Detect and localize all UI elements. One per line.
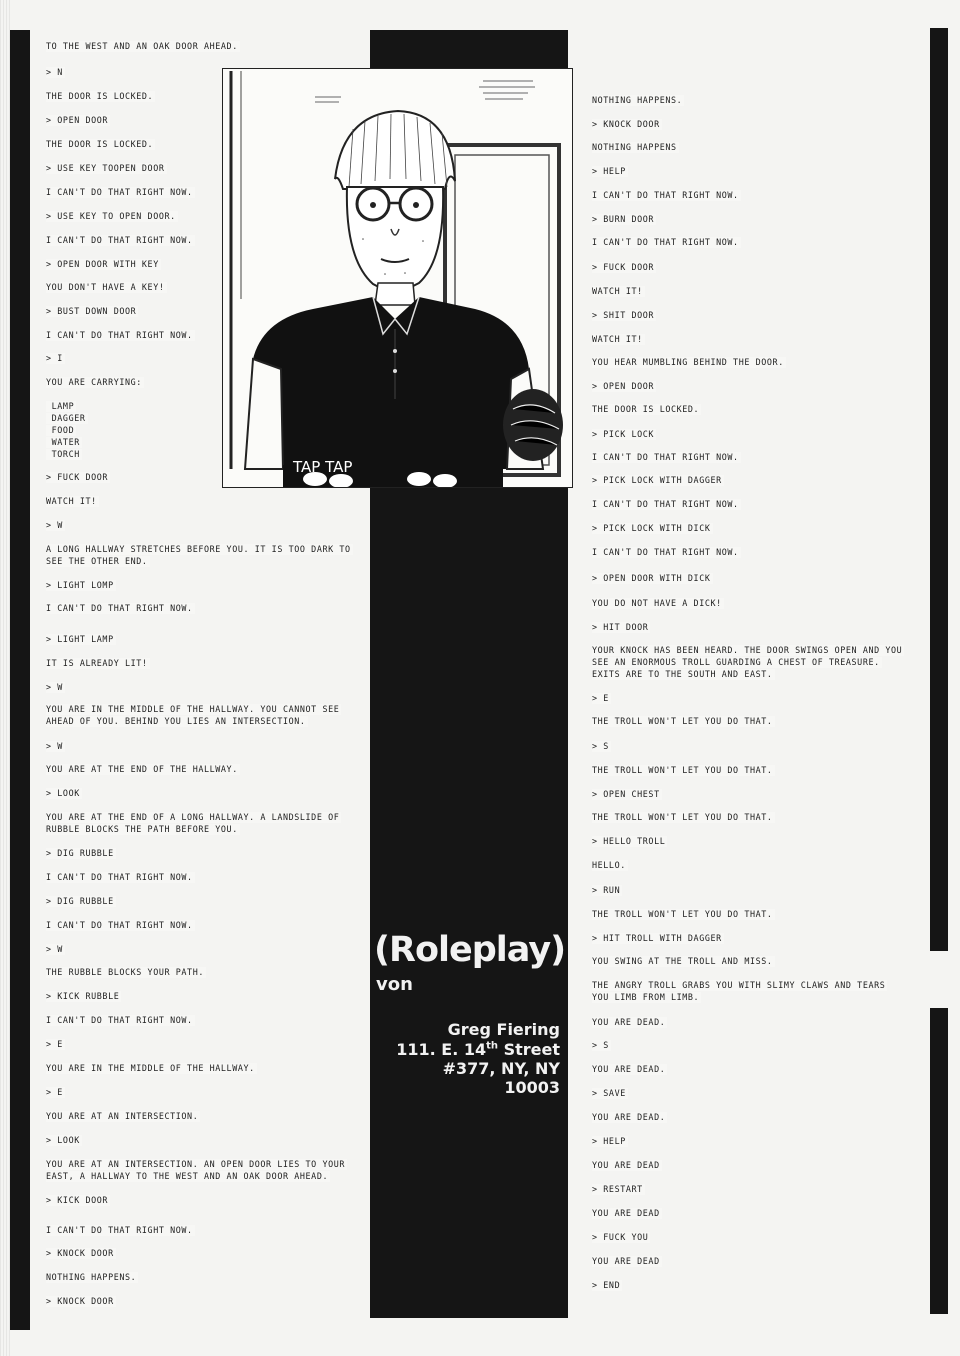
right-transcript-column	[592, 0, 952, 1356]
transcript-line: > KNOCK DOOR	[46, 1296, 114, 1306]
transcript-line: TO THE WEST AND AN OAK DOOR AHEAD.	[46, 41, 238, 51]
boy-at-keyboard-drawing	[223, 69, 573, 488]
transcript-line: YOU HEAR MUMBLING BEHIND THE DOOR.	[592, 357, 784, 367]
transcript-line: > HIT DOOR	[592, 622, 649, 632]
transcript-line: YOUR KNOCK HAS BEEN HEARD. THE DOOR SWINGS OPEN AND YOU	[592, 645, 903, 655]
transcript-line: > KNOCK DOOR	[592, 119, 660, 129]
transcript-line: DAGGER	[46, 413, 86, 423]
transcript-line: > OPEN DOOR	[46, 115, 109, 125]
transcript-line: THE ANGRY TROLL GRABS YOU WITH SLIMY CLAWS AND TEARS	[592, 980, 886, 990]
transcript-line: EXITS ARE TO THE SOUTH AND EAST.	[592, 669, 773, 679]
transcript-line: > LIGHT LAMP	[46, 634, 114, 644]
transcript-line: YOU ARE DEAD.	[592, 1064, 666, 1074]
transcript-line: YOU ARE AT AN INTERSECTION.	[46, 1111, 199, 1121]
transcript-line: > PICK LOCK WITH DAGGER	[592, 475, 722, 485]
transcript-line: > W	[46, 520, 63, 530]
transcript-line: YOU ARE IN THE MIDDLE OF THE HALLWAY.	[46, 1063, 255, 1073]
transcript-line: > W	[46, 944, 63, 954]
transcript-line: I CAN'T DO THAT RIGHT NOW.	[46, 235, 193, 245]
transcript-line: YOU ARE AT THE END OF A LONG HALLWAY. A LANDSLIDE OF	[46, 812, 340, 822]
transcript-line: A LONG HALLWAY STRETCHES BEFORE YOU. IT IS TOO DARK TO	[46, 544, 351, 554]
transcript-line: RUBBLE BLOCKS THE PATH BEFORE YOU.	[46, 824, 238, 834]
transcript-line: NOTHING HAPPENS.	[46, 1272, 137, 1282]
transcript-line: > BUST DOWN DOOR	[46, 306, 137, 316]
transcript-line: WATER	[46, 437, 80, 447]
von-label: von	[376, 974, 413, 995]
transcript-line: > FUCK YOU	[592, 1232, 649, 1242]
transcript-line: > E	[592, 693, 609, 703]
transcript-line: > S	[592, 741, 609, 751]
transcript-line: YOU ARE DEAD	[592, 1160, 660, 1170]
transcript-line: I CAN'T DO THAT RIGHT NOW.	[592, 452, 739, 462]
transcript-line: > KNOCK DOOR	[46, 1248, 114, 1258]
transcript-line: I CAN'T DO THAT RIGHT NOW.	[46, 920, 193, 930]
player-illustration	[222, 68, 573, 488]
tap-tap-caption: TAP TAP	[293, 458, 353, 476]
transcript-line: HELLO.	[592, 860, 626, 870]
street-number: 111. E. 14	[396, 1040, 487, 1059]
transcript-line: I CAN'T DO THAT RIGHT NOW.	[46, 603, 193, 613]
street-suffix: th	[486, 1040, 499, 1052]
author-city: #377, NY, NY	[442, 1059, 560, 1078]
transcript-line: I CAN'T DO THAT RIGHT NOW.	[46, 1015, 193, 1025]
transcript-line: > RUN	[592, 885, 621, 895]
transcript-line: THE TROLL WON'T LET YOU DO THAT.	[592, 812, 773, 822]
transcript-line: YOU DON'T HAVE A KEY!	[46, 282, 165, 292]
transcript-line: > KICK RUBBLE	[46, 991, 120, 1001]
transcript-line: IT IS ALREADY LIT!	[46, 658, 148, 668]
transcript-line: > DIG RUBBLE	[46, 896, 114, 906]
transcript-line: I CAN'T DO THAT RIGHT NOW.	[592, 190, 739, 200]
transcript-line: > OPEN CHEST	[592, 789, 660, 799]
story-title: (Roleplay)	[374, 930, 566, 970]
transcript-line: > HIT TROLL WITH DAGGER	[592, 933, 722, 943]
transcript-line: AHEAD OF YOU. BEHIND YOU LIES AN INTERSECTION.	[46, 716, 306, 726]
transcript-line: THE TROLL WON'T LET YOU DO THAT.	[592, 909, 773, 919]
transcript-line: NOTHING HAPPENS.	[592, 95, 683, 105]
transcript-line: YOU DO NOT HAVE A DICK!	[592, 598, 722, 608]
transcript-line: YOU ARE IN THE MIDDLE OF THE HALLWAY. YOU CANNOT SEE	[46, 704, 340, 714]
left-black-bar	[10, 30, 30, 1330]
transcript-line: > END	[592, 1280, 621, 1290]
transcript-line: EAST, A HALLWAY TO THE WEST AND AN OAK DOOR AHEAD.	[46, 1171, 329, 1181]
transcript-line: > S	[592, 1040, 609, 1050]
transcript-line: YOU ARE DEAD	[592, 1256, 660, 1266]
transcript-line: I CAN'T DO THAT RIGHT NOW.	[592, 237, 739, 247]
transcript-line: THE TROLL WON'T LET YOU DO THAT.	[592, 716, 773, 726]
transcript-line: > SAVE	[592, 1088, 626, 1098]
transcript-line: I CAN'T DO THAT RIGHT NOW.	[592, 547, 739, 557]
transcript-line: I CAN'T DO THAT RIGHT NOW.	[46, 187, 193, 197]
transcript-line: LAMP	[46, 401, 75, 411]
transcript-line: > LOOK	[46, 1135, 80, 1145]
street-name: Street	[498, 1040, 560, 1059]
transcript-line: THE DOOR IS LOCKED.	[592, 404, 700, 414]
transcript-line: > OPEN DOOR WITH KEY	[46, 259, 159, 269]
transcript-line: YOU SWING AT THE TROLL AND MISS.	[592, 956, 773, 966]
transcript-line: YOU LIMB FROM LIMB.	[592, 992, 700, 1002]
transcript-line: THE TROLL WON'T LET YOU DO THAT.	[592, 765, 773, 775]
transcript-line: > FUCK DOOR	[46, 472, 109, 482]
transcript-line: THE DOOR IS LOCKED.	[46, 139, 154, 149]
transcript-line: WATCH IT!	[592, 286, 643, 296]
transcript-line: YOU ARE AT THE END OF THE HALLWAY.	[46, 764, 238, 774]
transcript-line: SEE THE OTHER END.	[46, 556, 148, 566]
transcript-line: NOTHING HAPPENS	[592, 142, 677, 152]
transcript-line: > PICK LOCK	[592, 429, 655, 439]
transcript-line: THE DOOR IS LOCKED.	[46, 91, 154, 101]
transcript-line: > USE KEY TO OPEN DOOR.	[46, 211, 176, 221]
transcript-line: > HELP	[592, 1136, 626, 1146]
transcript-line: WATCH IT!	[592, 334, 643, 344]
transcript-line: > BURN DOOR	[592, 214, 655, 224]
transcript-line: FOOD	[46, 425, 75, 435]
transcript-line: > USE KEY TOOPEN DOOR	[46, 163, 165, 173]
transcript-line: TORCH	[46, 449, 80, 459]
transcript-line: > RESTART	[592, 1184, 643, 1194]
transcript-line: WATCH IT!	[46, 496, 97, 506]
transcript-line: I CAN'T DO THAT RIGHT NOW.	[46, 872, 193, 882]
transcript-line: I CAN'T DO THAT RIGHT NOW.	[592, 499, 739, 509]
transcript-line: > OPEN DOOR	[592, 381, 655, 391]
transcript-line: > SHIT DOOR	[592, 310, 655, 320]
scan-edge	[0, 0, 10, 1356]
author-street	[396, 1040, 560, 1059]
author-name: Greg Fiering	[447, 1020, 560, 1039]
transcript-line: > PICK LOCK WITH DICK	[592, 523, 711, 533]
transcript-line: I CAN'T DO THAT RIGHT NOW.	[46, 330, 193, 340]
transcript-line: SEE AN ENORMOUS TROLL GUARDING A CHEST OF TREASURE.	[592, 657, 880, 667]
transcript-line: > W	[46, 682, 63, 692]
transcript-line: > I	[46, 353, 63, 363]
transcript-line: YOU ARE DEAD.	[592, 1017, 666, 1027]
transcript-line: > W	[46, 741, 63, 751]
transcript-line: > N	[46, 67, 63, 77]
transcript-line: > FUCK DOOR	[592, 262, 655, 272]
transcript-line: YOU ARE AT AN INTERSECTION. AN OPEN DOOR LIES TO YOUR	[46, 1159, 346, 1169]
transcript-line: > E	[46, 1039, 63, 1049]
transcript-line: YOU ARE DEAD.	[592, 1112, 666, 1122]
transcript-line: > LIGHT LOMP	[46, 580, 114, 590]
transcript-line: > KICK DOOR	[46, 1195, 109, 1205]
transcript-line: > LOOK	[46, 788, 80, 798]
transcript-line: > HELP	[592, 166, 626, 176]
transcript-line: > OPEN DOOR WITH DICK	[592, 573, 711, 583]
transcript-line: > E	[46, 1087, 63, 1097]
transcript-line: THE RUBBLE BLOCKS YOUR PATH.	[46, 967, 204, 977]
transcript-line: > DIG RUBBLE	[46, 848, 114, 858]
transcript-line: > HELLO TROLL	[592, 836, 666, 846]
transcript-line: YOU ARE CARRYING:	[46, 377, 142, 387]
transcript-line: YOU ARE DEAD	[592, 1208, 660, 1218]
transcript-line: I CAN'T DO THAT RIGHT NOW.	[46, 1225, 193, 1235]
author-zip: 10003	[504, 1078, 560, 1097]
